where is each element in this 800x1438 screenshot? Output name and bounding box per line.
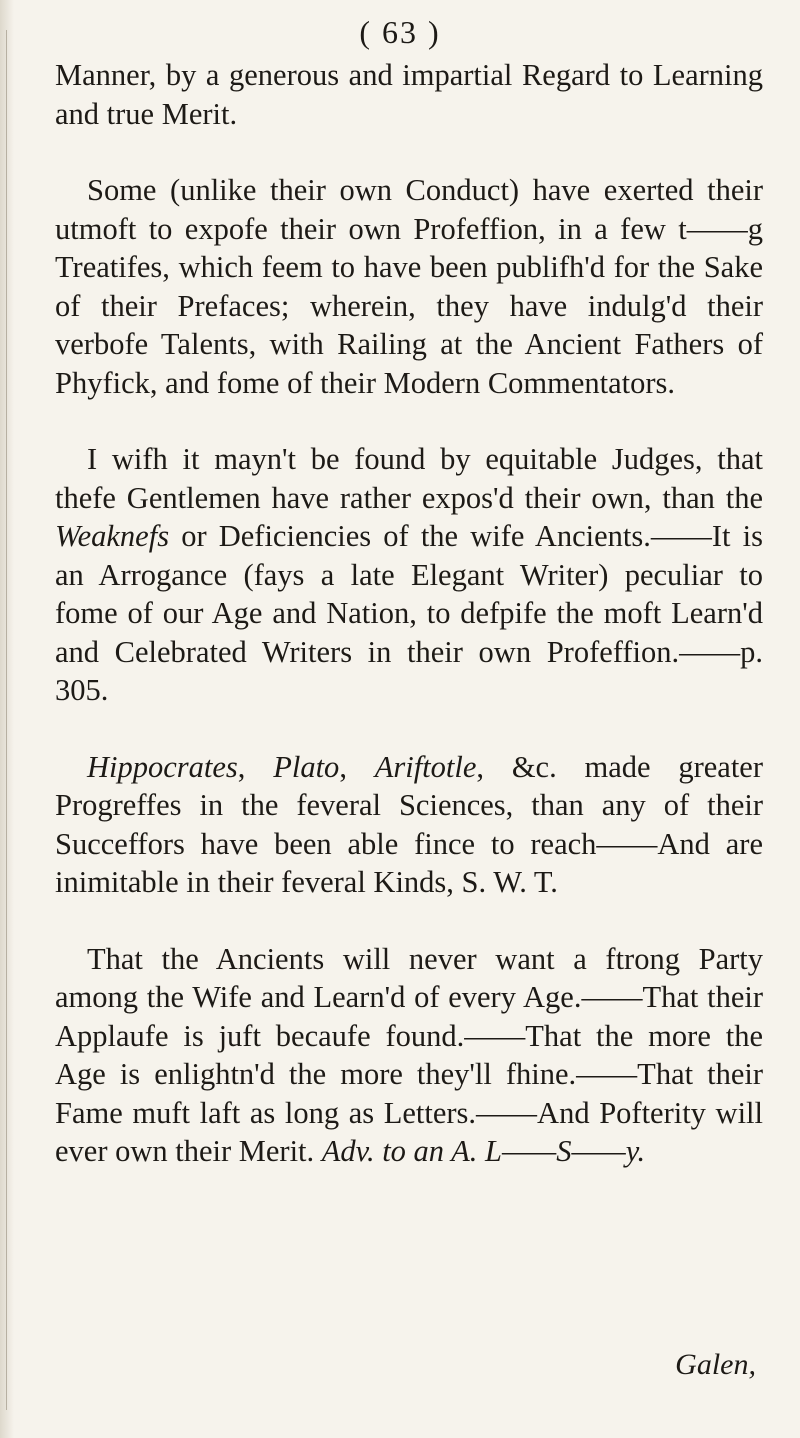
paragraph [55, 440, 763, 710]
gutter-line [6, 30, 7, 1410]
paragraph [55, 56, 763, 133]
text-run: , &c. made greater Progreffes in the feveral Sciences, than any of their Succeffors have been able fince to reach——And are inimitable in their feveral Kinds, S. W. T. [55, 749, 763, 899]
italic-text: Adv. to an A. L——S——y. [321, 1134, 646, 1168]
text-run: I wifh it mayn't be found by equitable Judges, that thefe Gentlemen have rather expos'd their own, than the [55, 442, 763, 515]
paragraph [55, 748, 763, 902]
text-run: , [237, 749, 274, 784]
paragraph [55, 171, 763, 402]
italic-text: Plato [273, 749, 340, 784]
page-gutter [0, 0, 14, 1438]
page-number: ( 63 ) [359, 14, 441, 50]
paragraph [55, 940, 763, 1171]
text-run: , [339, 749, 375, 784]
text-run: or Deficiencies of the wife Ancients.——It is an Arrogance (fays a late Elegant Writer) peculiar to fome of our Age and Nation, to defpife the moft Learn'd and Celebrated Writers in their own Profeffion.——p. 305. [55, 519, 763, 707]
catchword: Galen, [675, 1348, 756, 1381]
italic-text: Weaknefs [55, 519, 170, 553]
paragraph-gap [55, 402, 763, 440]
text-run: Manner, by a generous and impartial Regard to Learning and true Merit. [55, 58, 763, 131]
text-run: Some (unlike their own Conduct) have exerted their utmoft to expofe their own Profeffion, in a few t——g Treatifes, which feem to have been publifh'd for the Sake of their Prefaces; wherein, they have indulg'd their verbofe Talents, with Railing at the Ancient Fathers of Phyfick, and fome of their Modern Commentators. [55, 173, 763, 400]
text-run: That the Ancients will never want a ftrong Party among the Wife and Learn'd of every Age.——That their Applaufe is juft becaufe found.——That the more the Age is enlightn'd the more they'll fhine.——That their Fame muft laft as long as Letters.——And Pofterity will ever own their Merit. [55, 941, 763, 1168]
italic-text: Ariftotle [374, 749, 477, 784]
paragraph-gap [55, 133, 763, 171]
paragraph-gap [55, 710, 763, 748]
italic-text: Hippocrates [87, 749, 238, 784]
paragraph-gap [55, 902, 763, 940]
body-text [55, 56, 763, 1171]
